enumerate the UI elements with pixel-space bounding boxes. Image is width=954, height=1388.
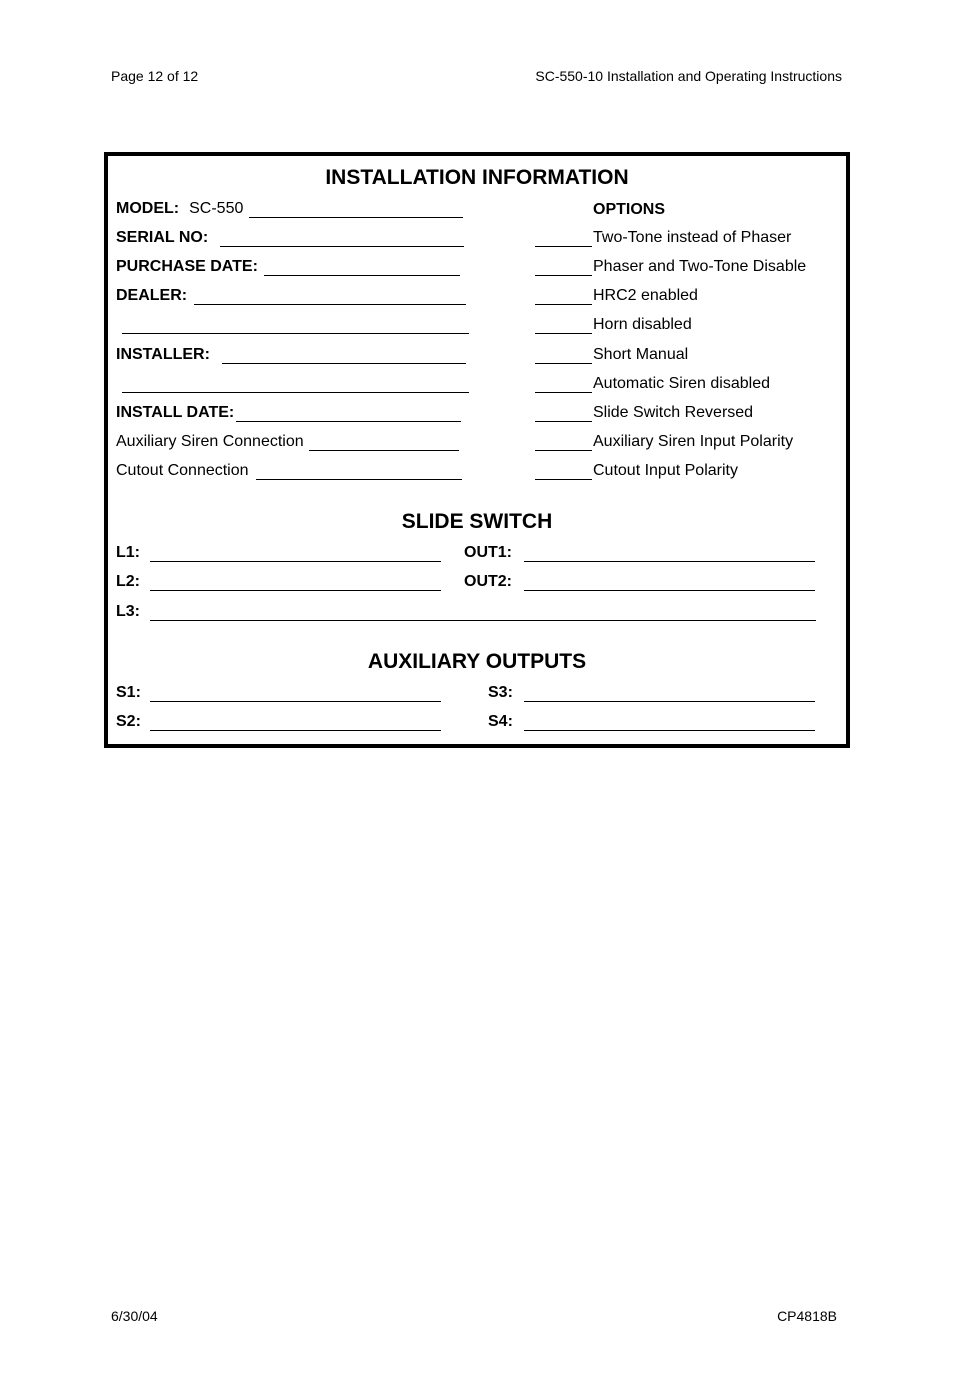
- installation-form: [104, 152, 850, 748]
- l2-label: L2:: [116, 573, 140, 590]
- option-item[interactable]: [535, 431, 793, 453]
- installation-title: INSTALLATION INFORMATION: [325, 166, 629, 189]
- serial-blank[interactable]: [220, 230, 464, 247]
- l3-label: L3:: [116, 603, 140, 620]
- option-checkbox-line[interactable]: [535, 230, 592, 247]
- s1-label: S1:: [116, 684, 141, 701]
- option-item[interactable]: [535, 373, 770, 395]
- s2-label: S2:: [116, 713, 141, 730]
- installer-label: INSTALLER:: [116, 346, 210, 363]
- s4-field[interactable]: [488, 711, 815, 733]
- install-date-field[interactable]: [116, 402, 461, 424]
- install-date-label: INSTALL DATE:: [116, 404, 235, 421]
- option-checkbox-line[interactable]: [535, 405, 592, 422]
- purchase-date-blank[interactable]: [264, 259, 460, 276]
- option-checkbox-line[interactable]: [535, 259, 592, 276]
- installer-extra-field[interactable]: [122, 373, 469, 395]
- document-title: SC-550-10 Installation and Operating Instructions: [535, 68, 842, 84]
- serial-field[interactable]: [116, 227, 464, 249]
- option-checkbox-line[interactable]: [535, 463, 592, 480]
- s4-label: S4:: [488, 713, 513, 730]
- purchase-date-field[interactable]: [116, 256, 460, 278]
- s1-field[interactable]: [116, 682, 441, 704]
- dealer-extra-field[interactable]: [122, 314, 469, 336]
- installer-field[interactable]: [116, 344, 466, 366]
- dealer-field[interactable]: [116, 285, 466, 307]
- out2-field[interactable]: [464, 571, 815, 593]
- model-label: MODEL:: [116, 200, 180, 217]
- l1-field[interactable]: [116, 542, 441, 564]
- s3-field[interactable]: [488, 682, 815, 704]
- footer-code: CP4818B: [777, 1308, 837, 1324]
- option-item[interactable]: [535, 344, 688, 366]
- option-item[interactable]: [535, 314, 692, 336]
- l3-blank[interactable]: [150, 604, 816, 621]
- option-item[interactable]: [535, 402, 753, 424]
- s3-label: S3:: [488, 684, 513, 701]
- out1-field[interactable]: [464, 542, 815, 564]
- out1-blank[interactable]: [524, 545, 815, 562]
- slide-switch-title: SLIDE SWITCH: [401, 510, 553, 533]
- option-label: Cutout Input Polarity: [593, 462, 738, 479]
- cutout-connection-blank[interactable]: [256, 463, 462, 480]
- model-blank[interactable]: [249, 201, 463, 218]
- installer-blank[interactable]: [222, 347, 466, 364]
- option-checkbox-line[interactable]: [535, 434, 592, 451]
- l1-label: L1:: [116, 544, 140, 561]
- model-field[interactable]: [116, 198, 463, 220]
- option-label: Auxiliary Siren Input Polarity: [593, 433, 794, 450]
- out1-label: OUT1:: [464, 544, 512, 561]
- footer-date: 6/30/04: [111, 1308, 158, 1324]
- l2-blank[interactable]: [150, 574, 441, 591]
- dealer-blank[interactable]: [194, 288, 466, 305]
- l2-field[interactable]: [116, 571, 441, 593]
- option-item[interactable]: [535, 227, 791, 249]
- dealer-extra-blank[interactable]: [122, 317, 469, 334]
- s3-blank[interactable]: [524, 685, 815, 702]
- option-item[interactable]: [535, 460, 738, 482]
- option-item[interactable]: [535, 285, 698, 307]
- option-label: Phaser and Two-Tone Disable: [593, 258, 807, 275]
- cutout-connection-field[interactable]: [116, 460, 462, 482]
- option-label: Slide Switch Reversed: [593, 404, 754, 421]
- option-label: Automatic Siren disabled: [593, 375, 770, 392]
- serial-label: SERIAL NO:: [116, 229, 209, 246]
- out2-label: OUT2:: [464, 573, 512, 590]
- option-label: Two-Tone instead of Phaser: [593, 229, 792, 246]
- option-label: Short Manual: [593, 346, 689, 363]
- page-number: Page 12 of 12: [111, 68, 199, 84]
- option-label: HRC2 enabled: [593, 287, 698, 304]
- installer-extra-blank[interactable]: [122, 376, 469, 393]
- option-item[interactable]: [535, 256, 806, 278]
- aux-siren-connection-blank[interactable]: [309, 434, 459, 451]
- s4-blank[interactable]: [524, 714, 815, 731]
- option-checkbox-line[interactable]: [535, 376, 592, 393]
- model-value: SC-550: [189, 200, 244, 217]
- option-checkbox-line[interactable]: [535, 317, 592, 334]
- option-checkbox-line[interactable]: [535, 288, 592, 305]
- option-label: Horn disabled: [593, 316, 692, 333]
- s2-blank[interactable]: [150, 714, 441, 731]
- purchase-date-label: PURCHASE DATE:: [116, 258, 258, 275]
- l1-blank[interactable]: [150, 545, 441, 562]
- cutout-connection-label: Cutout Connection: [116, 462, 249, 479]
- s1-blank[interactable]: [150, 685, 441, 702]
- option-checkbox-line[interactable]: [535, 347, 592, 364]
- auxiliary-outputs-title: AUXILIARY OUTPUTS: [367, 650, 587, 673]
- aux-siren-connection-label: Auxiliary Siren Connection: [116, 433, 304, 450]
- s2-field[interactable]: [116, 711, 441, 733]
- l3-field[interactable]: [116, 601, 816, 623]
- out2-blank[interactable]: [524, 574, 815, 591]
- install-date-blank[interactable]: [236, 405, 461, 422]
- dealer-label: DEALER:: [116, 287, 188, 304]
- aux-siren-connection-field[interactable]: [116, 431, 459, 453]
- options-title: OPTIONS: [593, 201, 666, 218]
